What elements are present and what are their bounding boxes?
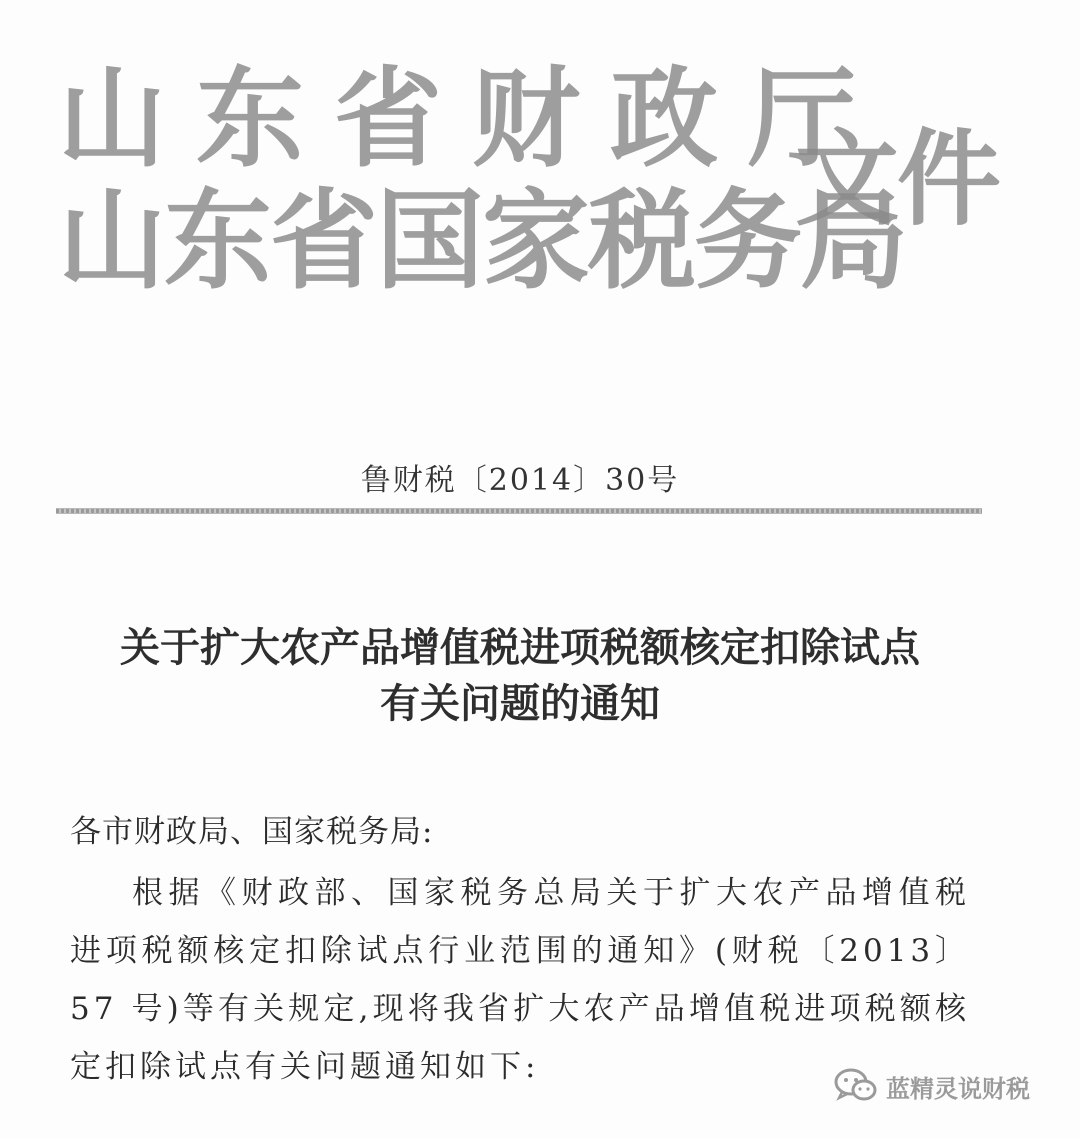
watermark (834, 1068, 1030, 1104)
document-number: 鲁财税〔2014〕30号 (360, 463, 680, 498)
watermark-text: 蓝精灵说财税 (886, 1074, 1030, 1103)
letterhead-divider (56, 508, 982, 514)
document-title (40, 620, 1000, 732)
issuer-finance-department: 山东省财政厅 (58, 56, 887, 182)
issuer-state-tax-bureau: 山东省国家税务局 (58, 178, 907, 304)
salutation: 各市财政局、国家税务局: (70, 814, 434, 850)
wechat-icon (834, 1068, 878, 1104)
title-line-2: 有关问题的通知 (380, 680, 660, 727)
letterhead-suffix: 文件 (795, 117, 1000, 240)
title-line-1: 关于扩大农产品增值税进项税额核定扣除试点 (120, 624, 920, 671)
body-paragraph: 根据《财政部、国家税务总局关于扩大农产品增值税进项税额核定扣除试点行业范围的通知》(财税〔2013〕57 号)等有关规定,现将我省扩大农产品增值税进项税额核定扣除试点有关问题通知如下: (70, 875, 970, 1085)
